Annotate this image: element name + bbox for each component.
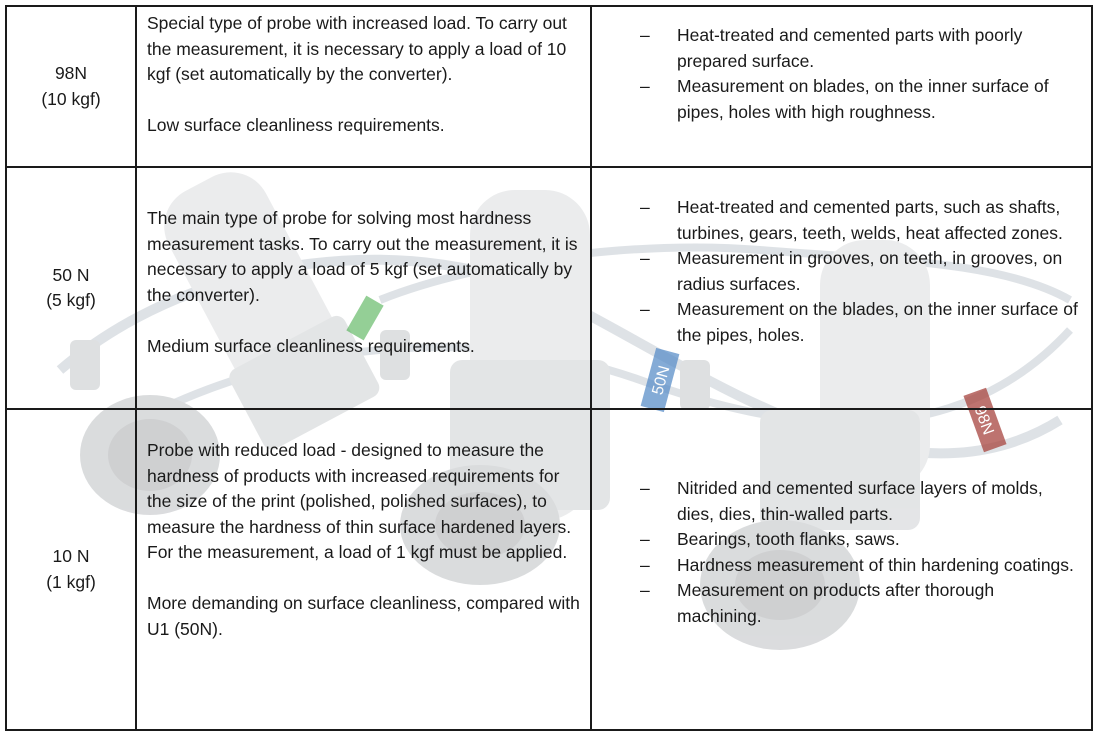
- list-item: [602, 553, 1081, 579]
- applications-cell: [591, 6, 1092, 167]
- list-item: [602, 476, 1081, 527]
- applications-list: [602, 476, 1081, 629]
- table-row-50n: [6, 167, 1092, 409]
- application-text: Hardness measurement of thin hardening coatings.: [677, 554, 1074, 575]
- dash-bullet: –: [640, 554, 650, 575]
- load-kgf: (5 kgf): [46, 290, 96, 310]
- description-text: Probe with reduced load - designed to measure the hardness of products with increased requirements for the size of the print (polished, polished surfaces), to measure the hardness of thin surface hardened layers. For the measurement, a load of 1 kgf must be applied.: [147, 440, 572, 562]
- load-cell: [6, 409, 136, 730]
- dash-bullet: –: [640, 299, 650, 319]
- cleanliness-text: Low surface cleanliness requirements.: [147, 115, 445, 135]
- list-item: [602, 23, 1081, 74]
- description-cell: [136, 409, 591, 730]
- dash-bullet: –: [640, 197, 650, 217]
- list-item: [602, 246, 1081, 297]
- probe-label-50n: 50N: [649, 364, 674, 397]
- load-newtons: 50 N: [52, 264, 90, 285]
- dash-bullet: –: [640, 529, 650, 549]
- application-text: Measurement on the blades, on the inner surface of the pipes, holes.: [677, 299, 1078, 345]
- dash-bullet: –: [640, 76, 650, 96]
- load-cell: [6, 6, 136, 167]
- description-cell: [136, 6, 591, 167]
- application-text: Measurement on blades, on the inner surface of pipes, holes with high roughness.: [677, 76, 1049, 122]
- description-text: Special type of probe with increased load. To carry out the measurement, it is necessary to apply a load of 10 kgf (set automatically by the converter).: [147, 13, 567, 84]
- load-newtons: 98N: [54, 63, 88, 83]
- applications-cell: [591, 167, 1092, 409]
- application-text: Bearings, tooth flanks, saws.: [677, 529, 900, 549]
- description-cell: [136, 167, 591, 409]
- applications-list: [602, 23, 1081, 125]
- dash-bullet: –: [640, 25, 650, 45]
- cleanliness-text: More demanding on surface cleanliness, compared with U1 (50N).: [147, 593, 580, 639]
- application-text: Measurement in grooves, on teeth, in grooves, on radius surfaces.: [677, 248, 1063, 294]
- cleanliness-text: Medium surface cleanliness requirements.: [147, 335, 475, 356]
- probe-label-98n: 98N: [970, 403, 997, 438]
- list-item: [602, 297, 1081, 348]
- application-text: Heat-treated and cemented parts with poorly prepared surface.: [677, 25, 1023, 71]
- load-kgf: (1 kgf): [46, 571, 96, 592]
- description-text: The main type of probe for solving most hardness measurement tasks. To carry out the measurement, it is necessary to apply a load of 5 kgf (set automatically by the converter).: [147, 208, 578, 305]
- probe-types-table: [5, 5, 1093, 731]
- application-text: Heat-treated and cemented parts, such as shafts, turbines, gears, teeth, welds, heat affected zones.: [677, 197, 1063, 243]
- applications-list: [602, 195, 1081, 348]
- dash-bullet: –: [640, 478, 650, 498]
- application-text: Nitrided and cemented surface layers of molds, dies, dies, thin-walled parts.: [677, 478, 1043, 524]
- table-row-10n: [6, 409, 1092, 730]
- applications-cell: [591, 409, 1092, 730]
- load-cell: [6, 167, 136, 409]
- dash-bullet: –: [640, 248, 650, 268]
- list-item: [602, 195, 1081, 246]
- list-item: [602, 527, 1081, 553]
- list-item: [602, 74, 1081, 125]
- list-item: [602, 578, 1081, 629]
- load-newtons: 10 N: [52, 546, 90, 566]
- table-row-98n: [6, 6, 1092, 167]
- dash-bullet: –: [640, 580, 650, 600]
- load-kgf: (10 kgf): [41, 88, 101, 109]
- application-text: Measurement on products after thorough machining.: [677, 580, 995, 626]
